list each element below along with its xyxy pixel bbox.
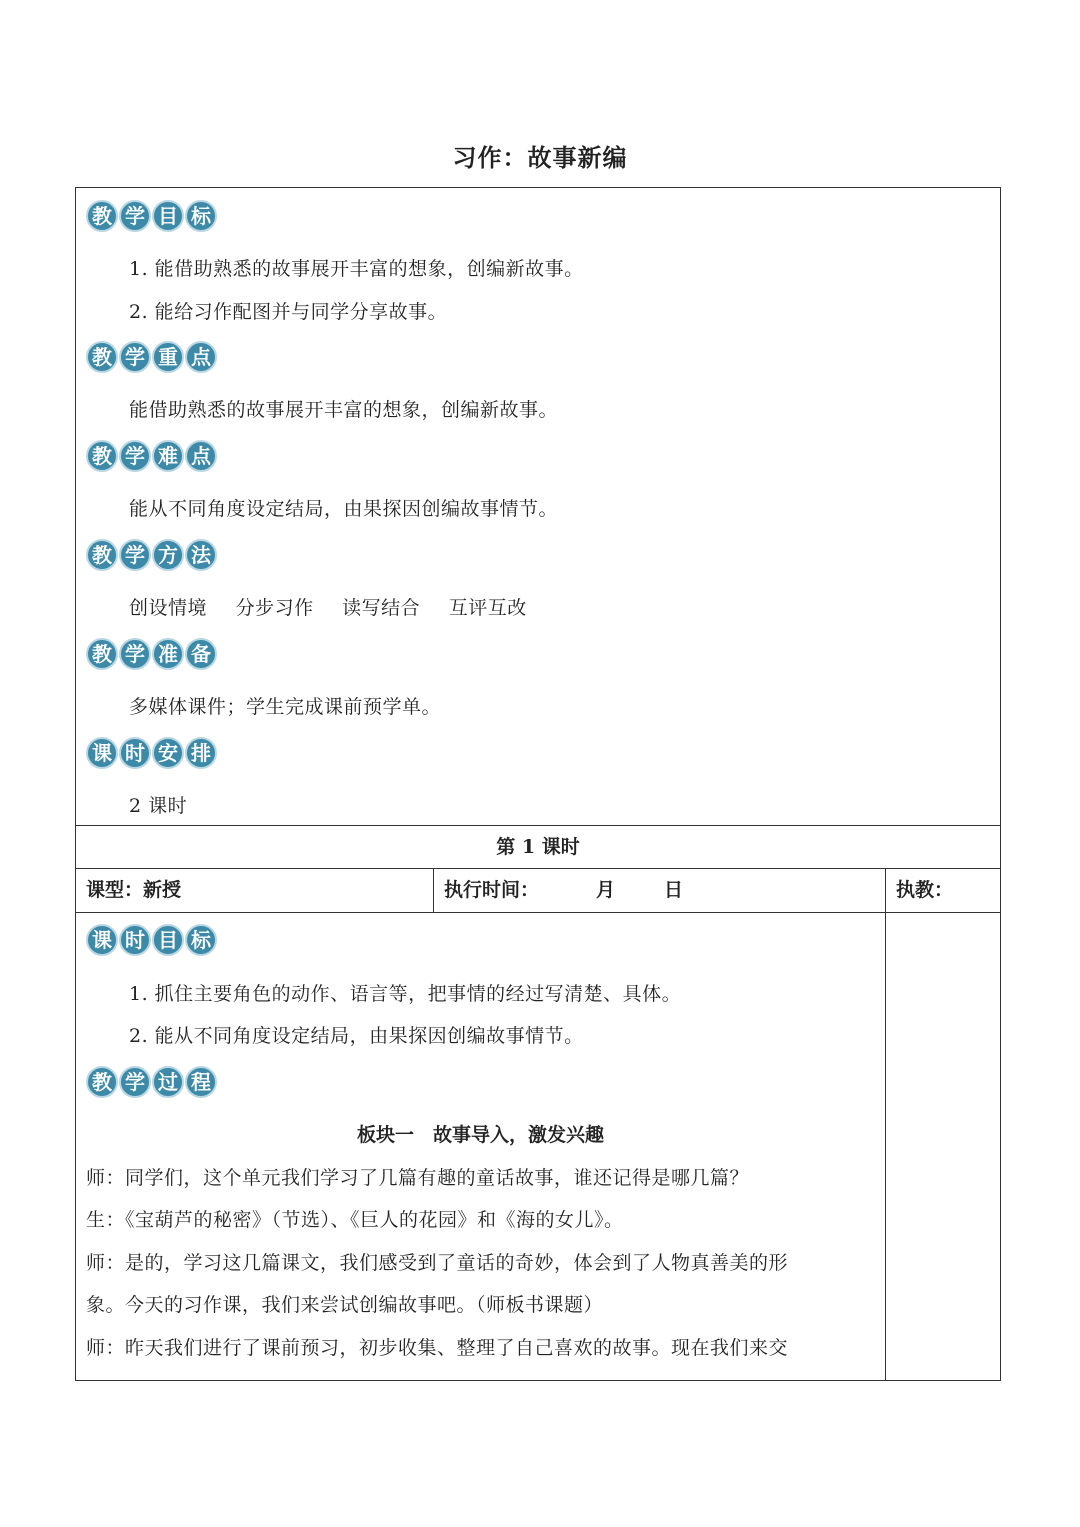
cell-divider [885,869,886,912]
badge-char: 教 [86,440,118,472]
badge-char: 安 [152,737,184,769]
method-item: 创设情境 [129,597,208,619]
preparation-badge [86,638,217,670]
badge-char: 课 [86,924,118,956]
dialogue-line: 师：同学们，这个单元我们学习了几篇有趣的童话故事，谁还记得是哪几篇？ [86,1167,750,1189]
goal-item: 2. 能给习作配图并与同学分享故事。 [129,301,448,323]
key-points-text: 能借助熟悉的故事展开丰富的想象，创编新故事。 [129,399,559,421]
time-label: 执行时间： [444,879,540,901]
block-heading: 板块一 故事导入，激发兴趣 [356,1124,604,1146]
dialogue-line: 师：是的，学习这几篇课文，我们感受到了童话的奇妙，体会到了人物真善美的形 [86,1252,789,1274]
badge-char: 程 [185,1066,217,1098]
badge-char: 目 [152,924,184,956]
day-label: 日 [664,879,684,901]
lesson-type: 课型：新授 [86,879,182,901]
teacher-label: 执教： [896,879,954,901]
schedule-badge [86,737,217,769]
lesson-goal-item: 1. 抓住主要角色的动作、语言等，把事情的经过写清楚、具体。 [129,983,682,1005]
notes-column-divider [885,913,886,1380]
badge-char: 目 [152,200,184,232]
lesson-heading: 第 1 课时 [75,825,1001,869]
methods-list [129,593,549,620]
badge-char: 准 [152,638,184,670]
dialogue-line: 师：昨天我们进行了课前预习，初步收集、整理了自己喜欢的故事。现在我们来交 [86,1337,789,1359]
badge-char: 时 [119,924,151,956]
badge-char: 重 [152,341,184,373]
method-item: 互评互改 [448,597,527,619]
badge-char: 点 [185,341,217,373]
badge-char: 标 [185,200,217,232]
badge-char: 备 [185,638,217,670]
badge-char: 标 [185,924,217,956]
badge-char: 教 [86,200,118,232]
badge-char: 教 [86,341,118,373]
badge-char: 课 [86,737,118,769]
badge-char: 教 [86,539,118,571]
method-item: 读写结合 [342,597,421,619]
badge-char: 教 [86,1066,118,1098]
preparation-text: 多媒体课件；学生完成课前预学单。 [129,696,442,718]
page-title: 习作：故事新编 [452,143,628,172]
dialogue-line: 象。今天的习作课，我们来尝试创编故事吧。（师板书课题） [86,1294,604,1316]
cell-divider [433,869,434,912]
dialogue-line: 生：《宝葫芦的秘密》（节选）、《巨人的花园》和《海的女儿》。 [86,1209,624,1231]
overview-section [75,187,1001,826]
schedule-text: 2 课时 [129,795,188,817]
lesson-meta-row [75,868,1001,913]
lesson-goal-item: 2. 能从不同角度设定结局，由果探因创编故事情节。 [129,1025,584,1047]
badge-char: 学 [119,539,151,571]
lesson-goals-badge [86,924,217,956]
month-label: 月 [596,879,616,901]
methods-badge [86,539,217,571]
badge-char: 方 [152,539,184,571]
method-item: 分步习作 [235,597,314,619]
badge-char: 学 [119,200,151,232]
badge-char: 学 [119,638,151,670]
goals-badge [86,200,217,232]
badge-char: 学 [119,440,151,472]
badge-char: 点 [185,440,217,472]
difficulties-text: 能从不同角度设定结局，由果探因创编故事情节。 [129,498,559,520]
process-badge [86,1066,217,1098]
badge-char: 排 [185,737,217,769]
goal-item: 1. 能借助熟悉的故事展开丰富的想象，创编新故事。 [129,258,584,280]
badge-char: 学 [119,1066,151,1098]
badge-char: 学 [119,341,151,373]
badge-char: 教 [86,638,118,670]
difficulties-badge [86,440,217,472]
key-points-badge [86,341,217,373]
badge-char: 时 [119,737,151,769]
lesson-body [75,912,1001,1381]
badge-char: 难 [152,440,184,472]
badge-char: 法 [185,539,217,571]
badge-char: 过 [152,1066,184,1098]
